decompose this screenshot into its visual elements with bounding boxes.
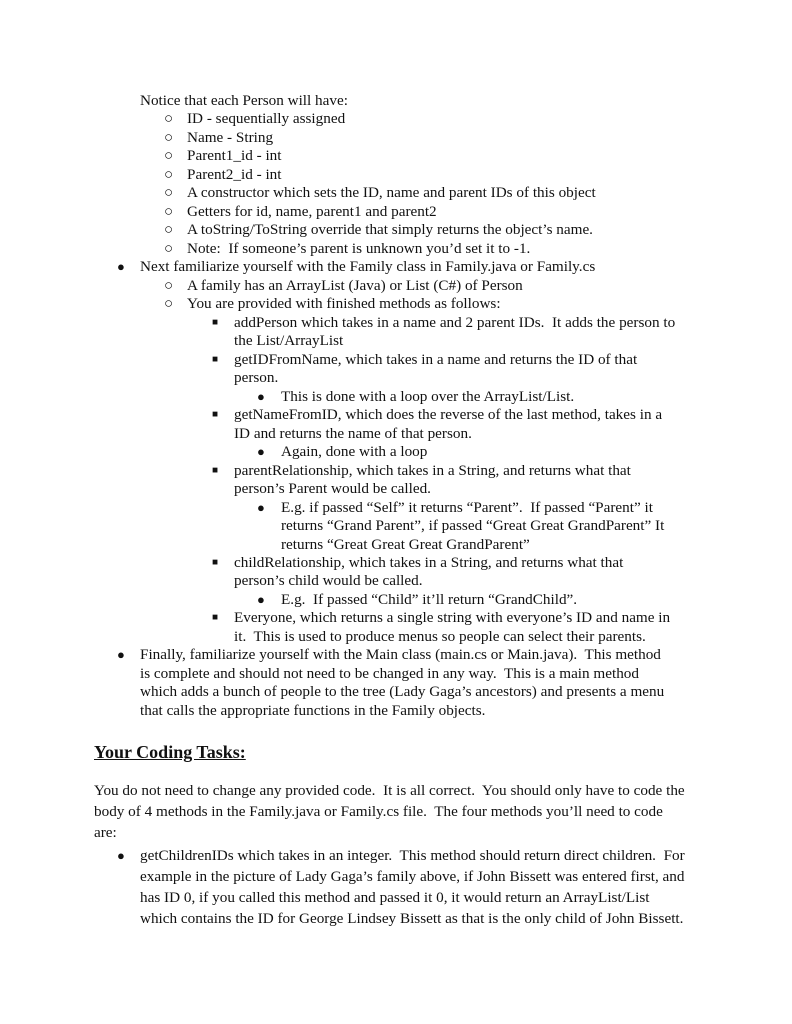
family-bullet: Next familiarize yourself with the Family class in Family.java or Family.cs: [140, 258, 596, 275]
square-bullet-icon: ■: [212, 465, 219, 476]
task-get-children-ids: example in the picture of Lady Gaga’s family above, if John Bissett was entered first, and: [140, 868, 685, 885]
person-item: A constructor which sets the ID, name and parent IDs of this object: [187, 184, 596, 201]
task-get-children-ids: has ID 0, if you called this method and passed it 0, it would return an ArrayList/List: [140, 889, 650, 906]
person-item: A toString/ToString override that simply returns the object’s name.: [187, 221, 593, 238]
method-parent-relationship: parentRelationship, which takes in a String, and returns what that: [234, 462, 631, 479]
hollow-bullet-icon: ○: [164, 222, 174, 238]
hollow-bullet-icon: ○: [164, 296, 174, 312]
method-note: Again, done with a loop: [281, 443, 428, 460]
method-get-name: getNameFromID, which does the reverse of the last method, takes in a: [234, 406, 663, 423]
dot-bullet-icon: ●: [257, 592, 265, 607]
task-get-children-ids: getChildrenIDs which takes in an integer. This method should return direct children. For: [140, 847, 685, 864]
main-class-text: that calls the appropriate functions in the Family objects.: [140, 702, 486, 719]
method-child-relationship: person’s child would be called.: [234, 572, 423, 589]
hollow-bullet-icon: ○: [164, 130, 174, 146]
method-add-person: the List/ArrayList: [234, 332, 344, 349]
method-note: E.g. If passed “Child” it’ll return “GrandChild”.: [281, 591, 578, 608]
square-bullet-icon: ■: [212, 409, 219, 420]
dot-bullet-icon: ●: [257, 389, 265, 404]
square-bullet-icon: ■: [212, 317, 219, 328]
method-get-id: getIDFromName, which takes in a name and returns the ID of that: [234, 351, 638, 368]
method-get-name: ID and returns the name of that person.: [234, 425, 472, 442]
person-item: ID - sequentially assigned: [187, 110, 346, 127]
method-everyone: it. This is used to produce menus so people can select their parents.: [234, 628, 646, 645]
hollow-bullet-icon: ○: [164, 185, 174, 201]
tasks-intro: are:: [94, 824, 117, 841]
tasks-intro: body of 4 methods in the Family.java or Family.cs file. The four methods you’ll need to code: [94, 803, 663, 820]
method-everyone: Everyone, which returns a single string with everyone’s ID and name in: [234, 609, 671, 626]
dot-bullet-icon: ●: [257, 500, 265, 515]
hollow-bullet-icon: ○: [164, 204, 174, 220]
main-class-text: which adds a bunch of people to the tree (Lady Gaga’s ancestors) and presents a menu: [140, 683, 665, 700]
method-child-relationship: childRelationship, which takes in a String, and returns what that: [234, 554, 624, 571]
square-bullet-icon: ■: [212, 557, 219, 568]
dot-bullet-icon: ●: [257, 444, 265, 459]
method-note: returns “Grand Parent”, if passed “Great Great GrandParent” It: [281, 517, 665, 534]
tasks-intro: You do not need to change any provided code. It is all correct. You should only have to code the: [94, 782, 685, 799]
family-sub-item: A family has an ArrayList (Java) or List (C#) of Person: [187, 277, 523, 294]
dot-bullet-icon: ●: [117, 259, 125, 274]
person-item: Note: If someone’s parent is unknown you’d set it to -1.: [187, 240, 531, 257]
dot-bullet-icon: ●: [117, 647, 125, 662]
hollow-bullet-icon: ○: [164, 167, 174, 183]
main-class-text: Finally, familiarize yourself with the Main class (main.cs or Main.java). This method: [140, 646, 661, 663]
hollow-bullet-icon: ○: [164, 241, 174, 257]
person-item: Name - String: [187, 129, 274, 146]
section-heading: Your Coding Tasks:: [94, 742, 246, 762]
person-item: Parent2_id - int: [187, 166, 282, 183]
main-class-text: is complete and should not need to be changed in any way. This is a main method: [140, 665, 639, 682]
square-bullet-icon: ■: [212, 612, 219, 623]
person-item: Getters for id, name, parent1 and parent2: [187, 203, 437, 220]
task-get-children-ids: which contains the ID for George Lindsey Bissett as that is the only child of John Bissett.: [140, 910, 684, 927]
method-note: returns “Great Great Great GrandParent”: [281, 536, 530, 553]
dot-bullet-icon: ●: [117, 848, 125, 863]
method-parent-relationship: person’s Parent would be called.: [234, 480, 431, 497]
method-note: E.g. if passed “Self” it returns “Parent”. If passed “Parent” it: [281, 499, 653, 516]
hollow-bullet-icon: ○: [164, 148, 174, 164]
hollow-bullet-icon: ○: [164, 278, 174, 294]
square-bullet-icon: ■: [212, 354, 219, 365]
method-note: This is done with a loop over the ArrayList/List.: [281, 388, 575, 405]
person-item: Parent1_id - int: [187, 147, 282, 164]
person-intro: Notice that each Person will have:: [140, 92, 348, 109]
family-sub-item: You are provided with finished methods as follows:: [187, 295, 501, 312]
hollow-bullet-icon: ○: [164, 111, 174, 127]
method-add-person: addPerson which takes in a name and 2 parent IDs. It adds the person to: [234, 314, 676, 331]
method-get-id: person.: [234, 369, 279, 386]
